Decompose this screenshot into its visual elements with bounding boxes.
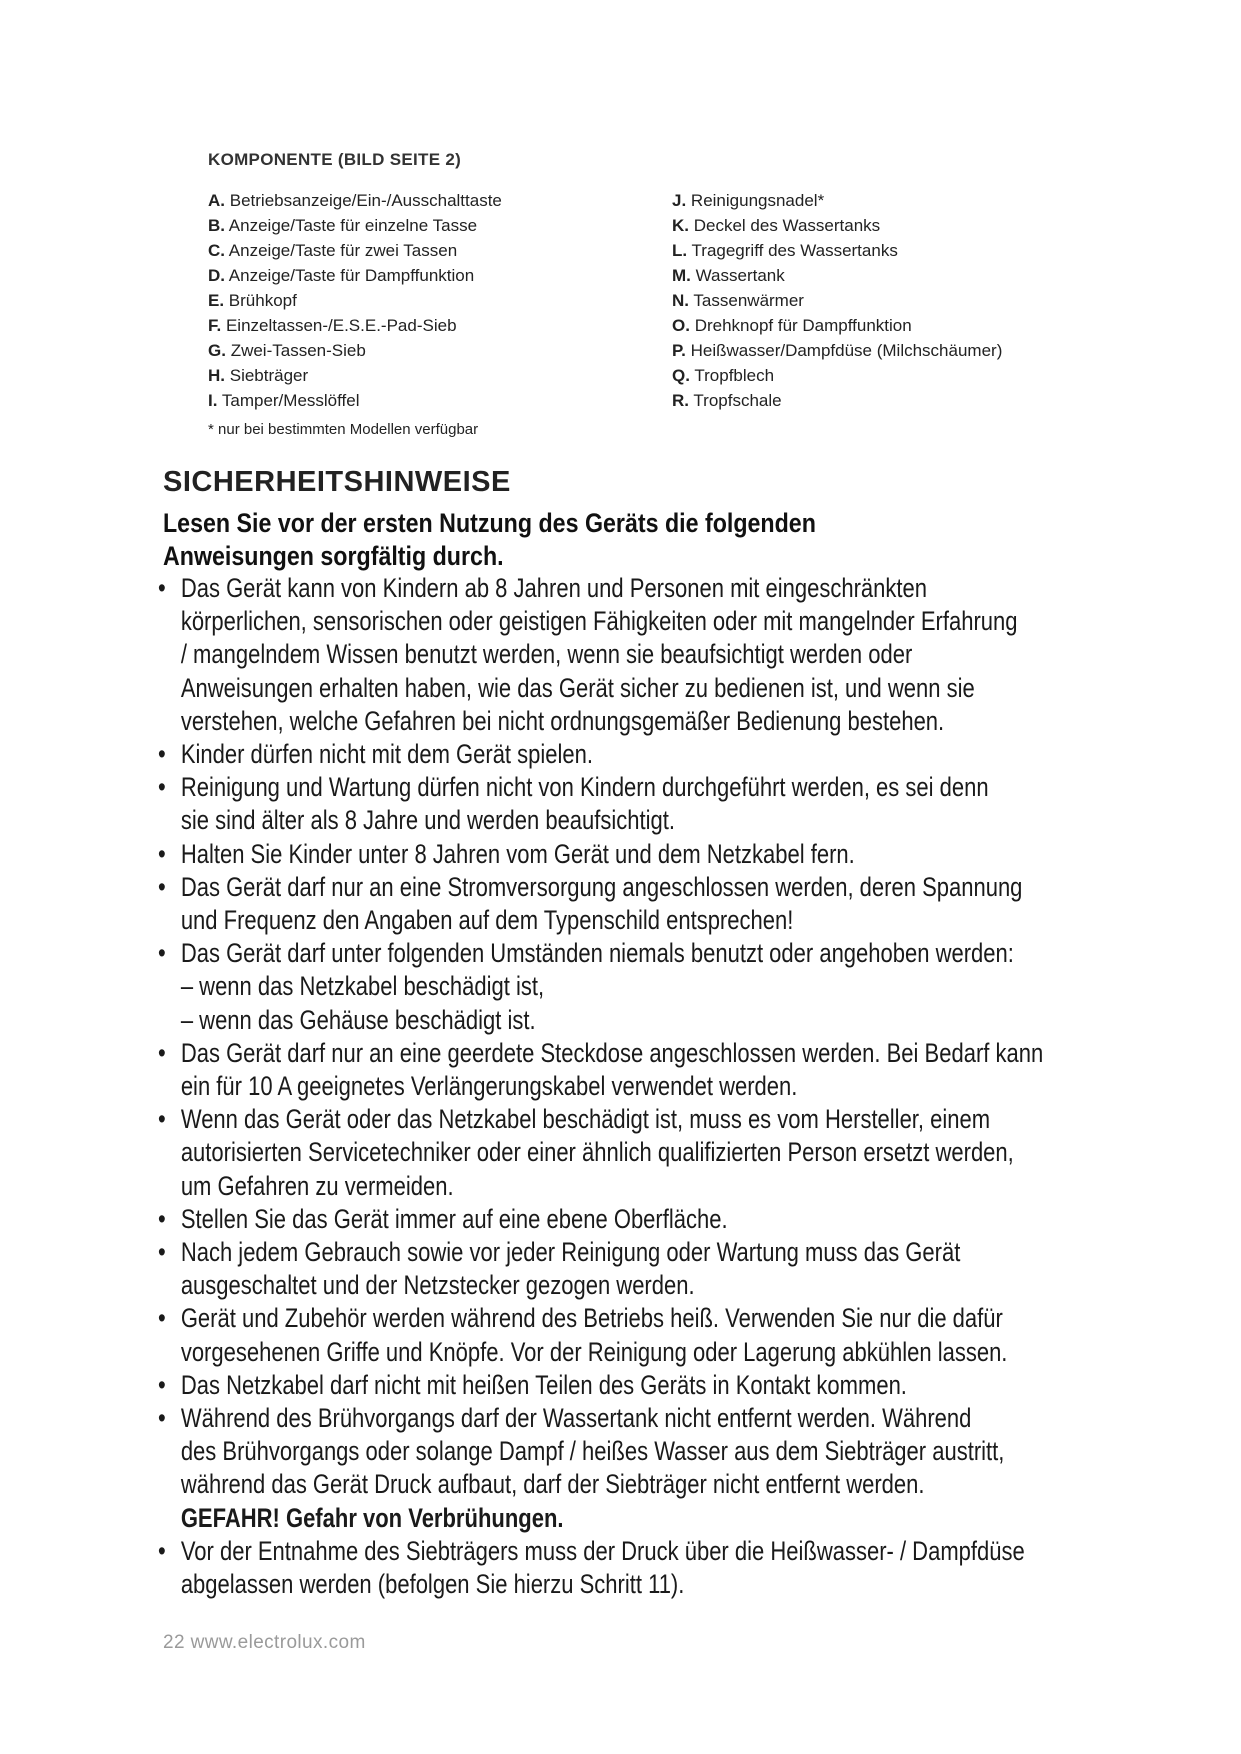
bullet-icon: • — [158, 838, 166, 869]
bullet-icon: • — [158, 871, 166, 902]
components-title: KOMPONENTE (BILD SEITE 2) — [208, 150, 462, 169]
safety-bullet: • Kinder dürfen nicht mit dem Gerät spielen. — [158, 738, 1071, 771]
component-item: P. Heißwasser/Dampfdüse (Milchschäumer) — [672, 341, 1003, 360]
component-item: G. Zwei-Tassen-Sieb — [208, 341, 366, 360]
page-footer: 22 www.electrolux.com — [163, 1632, 366, 1653]
component-item: A. Betriebsanzeige/Ein-/Ausschalttaste — [208, 191, 502, 210]
safety-bullet: • Das Gerät darf unter folgenden Umständen niemals benutzt oder angehoben werden: – wenn das Netzkabel beschädigt ist, – wenn das Gehäuse beschädigt ist. — [158, 938, 1014, 1035]
safety-bullet: • Halten Sie Kinder unter 8 Jahren vom Gerät und dem Netzkabel fern. — [158, 838, 1071, 871]
bullet-icon: • — [158, 1037, 166, 1068]
component-item: E. Brühkopf — [208, 291, 297, 310]
bullet-icon: • — [158, 1403, 166, 1434]
component-item: L. Tragegriff des Wassertanks — [672, 241, 898, 260]
bullet-icon: • — [158, 1104, 166, 1135]
safety-title: SICHERHEITSHINWEISE — [163, 466, 511, 498]
component-item: D. Anzeige/Taste für Dampffunktion — [208, 266, 475, 285]
component-item: C. Anzeige/Taste für zwei Tassen — [208, 241, 458, 260]
bullet-icon: • — [158, 1203, 166, 1234]
component-item: R. Tropfschale — [672, 391, 782, 410]
safety-bullet: • Das Gerät kann von Kindern ab 8 Jahren und Personen mit eingeschränkten körperlichen, sensorischen oder geistigen Fähigkeiten oder mit mangelnder Erfahrung / mangelndem Wissen benutzt werden, wenn sie beaufsichtigt werden oder Anweisungen erhalten haben, wie das Gerät sicher zu bedienen ist, und wenn sie verstehen, welche Gefahren bei nicht ordnungsgemäßer Bedienung bestehen. — [158, 573, 1018, 736]
safety-intro: Lesen Sie vor der ersten Nutzung des Geräts die folgenden Anweisungen sorgfältig durch. — [163, 508, 816, 571]
bullet-icon: • — [158, 1303, 166, 1334]
bullet-icon: • — [158, 1535, 166, 1566]
bullet-icon: • — [158, 573, 166, 603]
safety-bullet: • Wenn das Gerät oder das Netzkabel beschädigt ist, muss es vom Hersteller, einem autorisierten Servicetechniker oder einer ähnlich qualifizierten Person ersetzt werden, um Gefahren zu vermeiden. — [158, 1104, 1014, 1201]
component-item: K. Deckel des Wassertanks — [672, 216, 881, 235]
safety-bullet: • Gerät und Zubehör werden während des Betriebs heiß. Verwenden Sie nur die dafür vorgesehenen Griffe und Knöpfe. Vor der Reinigung oder Lagerung abkühlen lassen. — [158, 1303, 1008, 1367]
components-list-right — [672, 188, 1002, 413]
component-item: I. Tamper/Messlöffel — [208, 391, 360, 410]
safety-bullet: • Reinigung und Wartung dürfen nicht von Kindern durchgeführt werden, es sei denn sie sind älter als 8 Jahre und werden beaufsichtigt. — [158, 772, 989, 836]
bullet-icon: • — [158, 1237, 166, 1268]
component-item: N. Tassenwärmer — [672, 291, 804, 310]
component-item: J. Reinigungsnadel* — [672, 191, 825, 210]
safety-bullet: • Während des Brühvorgangs darf der Wassertank nicht entfernt werden. Während des Brühvorgangs oder solange Dampf / heißes Wasser aus dem Siebträger austritt, während das Gerät Druck aufbaut, darf der Siebträger nicht entfernt werden. GEFAHR! Gefahr von Verbrühungen. — [158, 1402, 1071, 1535]
component-item: O. Drehknopf für Dampffunktion — [672, 316, 912, 335]
component-item: Q. Tropfblech — [672, 366, 775, 385]
component-item: F. Einzeltassen-/E.S.E.-Pad-Sieb — [208, 316, 457, 335]
bullet-icon: • — [158, 1369, 166, 1400]
bullet-icon: • — [158, 772, 166, 803]
safety-bullet: • Das Netzkabel darf nicht mit heißen Teilen des Geräts in Kontakt kommen. — [158, 1369, 1071, 1402]
components-footnote: * nur bei bestimmten Modellen verfügbar — [208, 421, 479, 438]
safety-bullet: • Das Gerät darf nur an eine geerdete Steckdose angeschlossen werden. Bei Bedarf kann ein für 10 A geeignetes Verlängerungskabel verwendet werden. — [158, 1037, 1044, 1102]
component-item: B. Anzeige/Taste für einzelne Tasse — [208, 216, 478, 235]
component-item: H. Siebträger — [208, 366, 309, 385]
components-list-left — [208, 188, 502, 413]
danger-warning: GEFAHR! Gefahr von Verbrühungen. — [180, 1502, 564, 1533]
safety-bullet: • Vor der Entnahme des Siebträgers muss der Druck über die Heißwasser- / Dampfdüse abgelassen werden (befolgen Sie hierzu Schritt 11). — [158, 1535, 1025, 1600]
safety-bullet-list — [158, 572, 1071, 1601]
safety-bullet: • Das Gerät darf nur an eine Stromversorgung angeschlossen werden, deren Spannung und Frequenz den Angaben auf dem Typenschild entsprechen! — [158, 871, 1023, 936]
bullet-icon: • — [158, 938, 166, 969]
safety-bullet: • Nach jedem Gebrauch sowie vor jeder Reinigung oder Wartung muss das Gerät ausgeschaltet und der Netzstecker gezogen werden. — [158, 1237, 961, 1301]
safety-bullet: • Stellen Sie das Gerät immer auf eine ebene Oberfläche. — [158, 1203, 1071, 1236]
component-item: M. Wassertank — [672, 266, 785, 285]
bullet-icon: • — [158, 739, 166, 770]
